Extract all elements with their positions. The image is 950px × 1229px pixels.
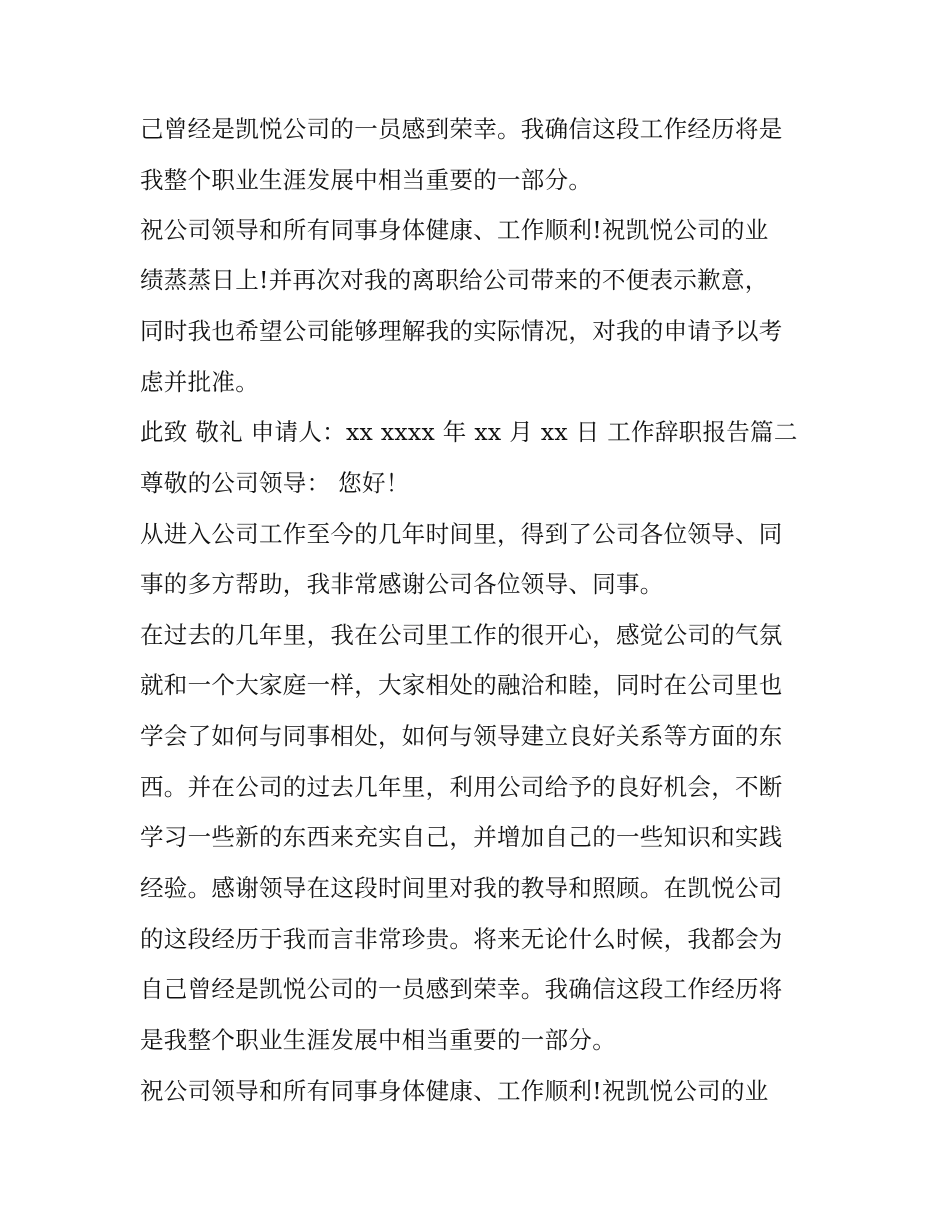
text-line: 的这段经历于我而言非常珍贵。将来无论什么时候，我都会为 <box>140 925 783 953</box>
text-line: 同时我也希望公司能够理解我的实际情况，对我的申请予以考 <box>140 317 783 345</box>
text-line: 己曾经是凯悦公司的一员感到荣幸。我确信这段工作经历将是 <box>140 115 783 143</box>
text-line: 祝公司领导和所有同事身体健康、工作顺利!祝凯悦公司的业 <box>140 1077 769 1105</box>
text-line: 此致 敬礼 申请人：xx xxxx 年 xx 月 xx 日 工作辞职报告篇二 <box>140 418 798 446</box>
text-line: 祝公司领导和所有同事身体健康、工作顺利!祝凯悦公司的业 <box>140 216 769 244</box>
text-line: 尊敬的公司领导： 您好！ <box>140 469 410 497</box>
text-line: 西。并在公司的过去几年里，利用公司给予的良好机会，不断 <box>140 773 783 801</box>
text-line: 绩蒸蒸日上!并再次对我的离职给公司带来的不便表示歉意， <box>140 266 769 294</box>
text-line: 在过去的几年里，我在公司里工作的很开心，感觉公司的气氛 <box>140 621 783 649</box>
text-line: 事的多方帮助，我非常感谢公司各位领导、同事。 <box>140 570 664 598</box>
text-line: 是我整个职业生涯发展中相当重要的一部分。 <box>140 1026 616 1054</box>
text-line: 学会了如何与同事相处，如何与领导建立良好关系等方面的东 <box>140 722 783 750</box>
text-line: 从进入公司工作至今的几年时间里，得到了公司各位领导、同 <box>140 520 783 548</box>
text-line: 经验。感谢领导在这段时间里对我的教导和照顾。在凯悦公司 <box>140 874 783 902</box>
text-line: 就和一个大家庭一样，大家相处的融洽和睦，同时在公司里也 <box>140 671 783 699</box>
text-line: 自己曾经是凯悦公司的一员感到荣幸。我确信这段工作经历将 <box>140 975 783 1003</box>
text-line: 我整个职业生涯发展中相当重要的一部分。 <box>140 166 593 194</box>
text-line: 学习一些新的东西来充实自己，并增加自己的一些知识和实践 <box>140 823 783 851</box>
text-line: 虑并批准。 <box>140 368 259 396</box>
